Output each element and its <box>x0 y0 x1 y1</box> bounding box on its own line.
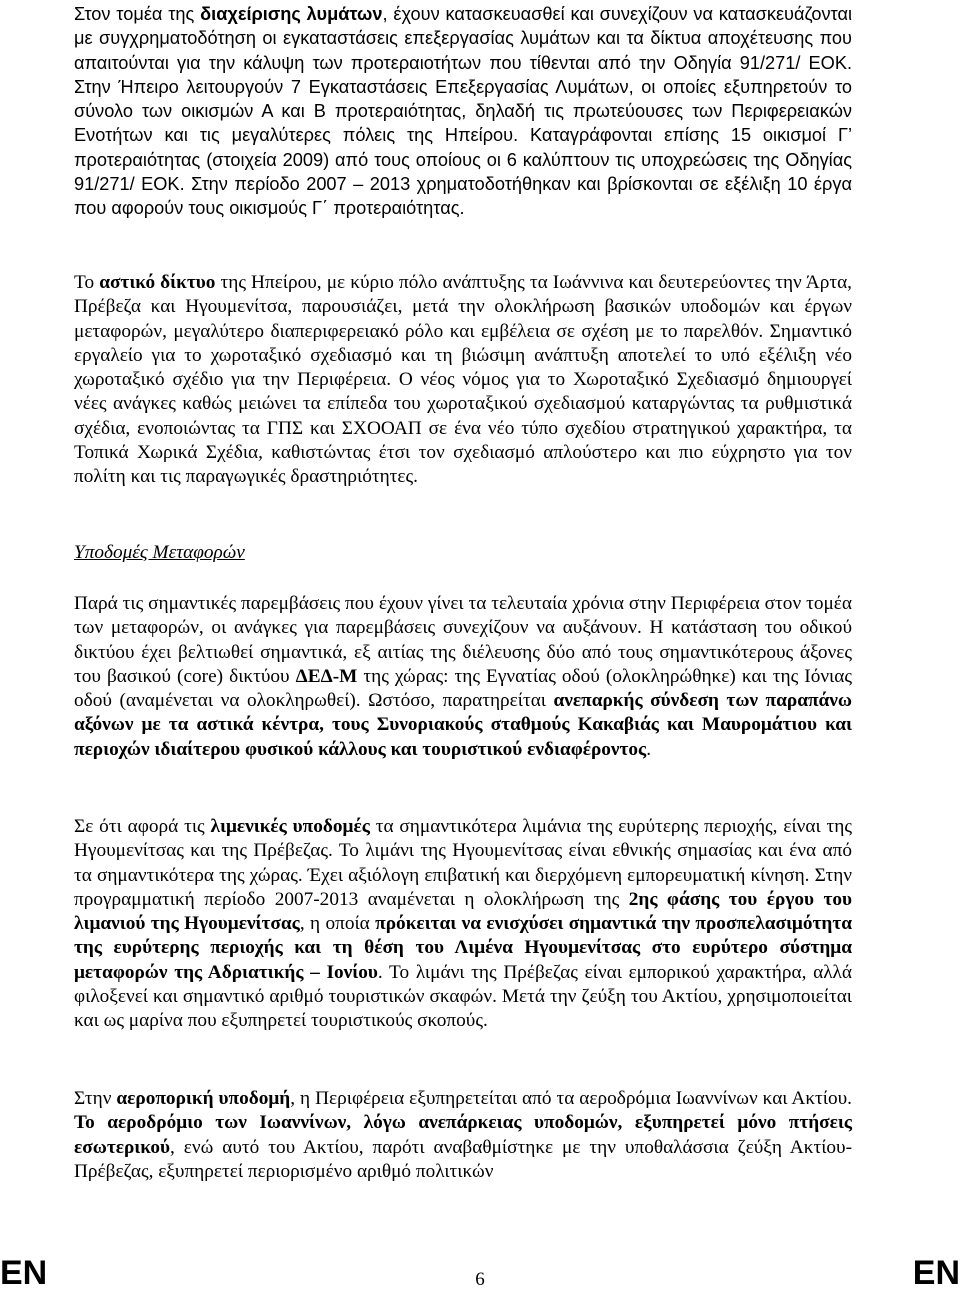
bold-text-run: αστικό δίκτυο <box>99 272 216 293</box>
page-number: 6 <box>475 1269 485 1290</box>
bold-text-run: ανεπαρκής σύνδεση των παραπάνω αξόνων με τα αστικά κέντρα, τους Συνοριακούς σταθμούς Κακαβιάς και Μαυρομάτιου και περιοχών ιδιαίτερου φυσικού κάλλους και τουριστικού ενδιαφέροντος <box>74 690 852 760</box>
text-run: Σε ότι αφορά τις <box>74 816 211 837</box>
text-run: Στον τομέα της <box>74 4 201 24</box>
bold-text-run: αεροπορική υποδομή <box>116 1088 291 1109</box>
bold-text-run: Το αεροδρόμιο των Ιωαννίνων, λόγω ανεπάρκειας υποδομών, εξυπηρετεί μόνο πτήσεις εσωτερικού <box>74 1112 852 1158</box>
text-run: , η Περιφέρεια εξυπηρετείται από τα αεροδρόμια Ιωαννίνων και Ακτίου. <box>290 1088 852 1109</box>
bold-text-run: ΔΕΔ-Μ <box>295 665 358 687</box>
bold-text-run: διαχείρισης λυμάτων <box>200 4 383 24</box>
paragraph-ports <box>74 815 852 1033</box>
bold-text-run: 2ης φάσης του έργου του λιμανιού της Ηγουμενίτσας <box>74 888 852 934</box>
text-run: τα σημαντικότερα λιμάνια της ευρύτερης περιοχής, είναι της Ηγουμενίτσας και της Πρέβεζας. Το λιμάνι της Ηγουμενίτσας είναι εθνικής σημασίας και ένα από τα σημαντικότερα της χώρας. Έχει αξιόλογη επιβατική και διερχόμενη εμπορευματική κίνηση. Στην προγραμματική περίοδο 2007-2013 αναμένεται η ολοκλήρωση της <box>74 816 852 910</box>
text-run: Στην <box>74 1088 117 1109</box>
section-heading: Υποδομές Μεταφορών <box>74 542 245 563</box>
bold-text-run: πρόκειται να ενισχύσει σημαντικά την προσπελασιμότητα της ευρύτερης περιοχής και τη θέση του Λιμένα Ηγουμενίτσας στο ευρύτερο σύστημα μεταφορών της Αδριατικής – Ιονίου <box>74 913 852 983</box>
paragraph-wastewater <box>74 2 852 220</box>
text-run: της χώρας: της Εγνατίας οδού (ολοκληρώθηκε) και της Ιόνιας οδού (αναμένεται να ολοκληρωθεί). Ωστόσο, παρατηρείται <box>74 665 852 711</box>
footer-language-label-right: EN <box>912 1254 960 1292</box>
text-run: , η οποία <box>299 913 376 934</box>
paragraph-urban-network <box>74 271 852 489</box>
text-run: Το <box>74 272 100 293</box>
bold-text-run: λιμενικές υποδομές <box>210 816 370 837</box>
paragraph-airports <box>74 1087 852 1184</box>
text-run: , ενώ αυτό του Ακτίου, παρότι αναβαθμίστηκε με την υποθαλάσσια ζεύξη Ακτίου-Πρέβεζας, εξυπηρετεί περιορισμένο αριθμό πολιτικών <box>74 1136 852 1182</box>
text-run: . <box>646 738 652 760</box>
text-run: Στην Ήπειρο λειτουργούν 7 Εγκαταστάσεις Επεξεργασίας Λυμάτων, οι οποίες εξυπηρετούν το σύνολο των οικισμών Α και Β προτεραιότητας, δηλαδή τις πρωτεύουσες των Περιφερειακών Ενοτήτων και τις μεγαλύτερες πόλεις της Ηπείρου. Καταγράφονται επίσης 15 οικισμοί Γ’ προτεραιότητας (στοιχεία 2009) από τους οποίους οι 6 καλύπτουν τις υποχρεώσεις της Οδηγίας 91/271/ ΕΟΚ. Στην περίοδο 2007 – 2013 χρηματοδοτήθηκαν και βρίσκονται σε εξέλιξη 10 έργα που αφορούν τους οικισμούς Γ΄ προτεραιότητας. <box>74 76 852 218</box>
text-run: . Το λιμάνι της Πρέβεζας είναι εμπορικού χαρακτήρα, αλλά φιλοξενεί και σημαντικό αριθμό τουριστικών σκαφών. Μετά την ζεύξη του Ακτίου, χρησιμοποιείται και ως μαρίνα που εξυπηρετεί τουριστικούς σκοπούς. <box>74 961 853 1031</box>
text-run: , έχουν κατασκευασθεί και συνεχίζουν να κατασκευάζονται με συγχρηματοδότηση οι εγκαταστάσεις επεξεργασίας λυμάτων και τα δίκτυα αποχέτευσης που απαιτούνται για την κάλυψη των προτεραιοτήτων που τίθενται από την Οδηγία 91/271/ ΕΟΚ. <box>74 4 853 73</box>
text-run: της Ηπείρου, με κύριο πόλο ανάπτυξης τα Ιωάννινα και δευτερεύοντες την Άρτα, Πρέβεζα και Ηγουμενίτσα, παρουσιάζει, μετά την ολοκλήρωση βασικών υποδομών και έργων μεταφορών, μεγαλύτερο διαπεριφερειακό ρόλο και εμβέλεια σε σχέση με το παρελθόν. Σημαντικό εργαλείο για το χωροταξικό σχεδιασμό και τη βιώσιμη ανάπτυξη αποτελεί το υπό εξέλιξη νέο χωροταξικό σχέδιο για την Περιφέρεια. Ο νέος νόμος για το Χωροταξικό Σχεδιασμό δημιουργεί νέες ανάγκες καθώς μειώνει τα επίπεδα του χωροταξικού σχεδιασμού καταργώντας τα ρυθμιστικά σχέδια, ενοποιώντας τα ΓΠΣ και ΣΧΟΟΑΠ σε ένα νέο τύπο σχεδίου στρατηγικού χαρακτήρα, τα Τοπικά Χωρικά Σχέδια, καθιστώντας έτσι τον σχεδιασμό απλούστερο και πιο εύχρηστο για τον πολίτη και τις παραγωγικές δραστηριότητες. <box>74 272 852 487</box>
footer-language-label-left: EN <box>0 1254 48 1292</box>
text-run: Παρά τις σημαντικές παρεμβάσεις που έχουν γίνει τα τελευταία χρόνια στην Περιφέρεια στον τομέα των μεταφορών, οι ανάγκες για παρεμβάσεις συνεχίζουν να αυξάνουν. Η κατάσταση του οδικού δικτύου έχει βελτιωθεί σημαντικά, εξ αιτίας της διέλευσης δύο από τους σημαντικότερους άξονες του βασικού (core) δικτύου <box>74 593 852 687</box>
paragraph-transport <box>74 592 852 762</box>
